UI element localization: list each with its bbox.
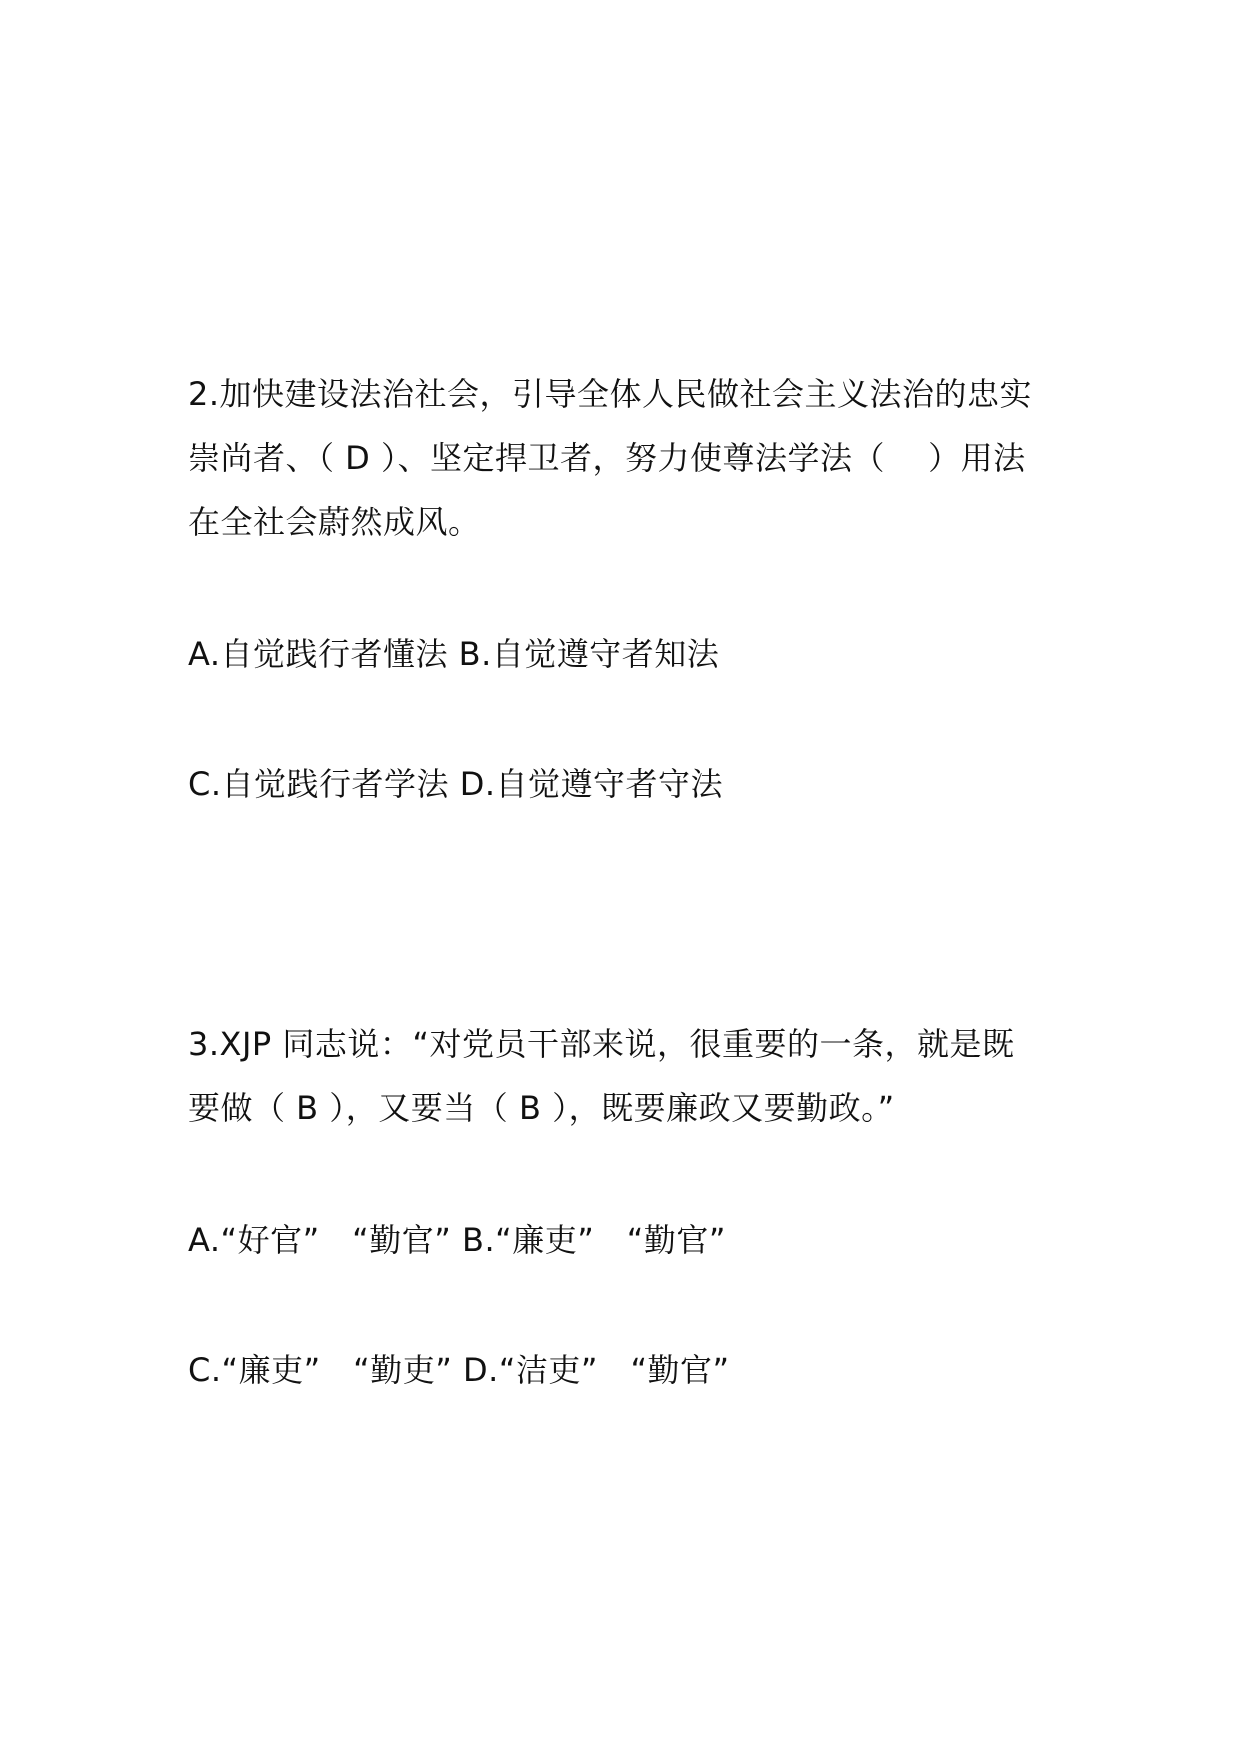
question-3-options-ab: A.“好官” “勤官” B.“廉吏” “勤官” bbox=[188, 1221, 726, 1259]
question-2-stem-line-2: 崇尚者、（ D ）、坚定捍卫者，努力使尊法学法（ ）用法 bbox=[188, 439, 1026, 477]
question-3-options-cd: C.“廉吏” “勤吏” D.“洁吏” “勤官” bbox=[188, 1351, 730, 1389]
question-2-options-cd: C.自觉践行者学法 D.自觉遵守者守法 bbox=[188, 765, 724, 803]
question-3-stem-line-1: 3.XJP 同志说：“对党员干部来说，很重要的一条，就是既 bbox=[188, 1025, 1015, 1063]
question-2-stem-line-3: 在全社会蔚然成风。 bbox=[188, 503, 481, 541]
question-2-options-ab: A.自觉践行者懂法 B.自觉遵守者知法 bbox=[188, 635, 720, 673]
question-2-stem-line-1: 2.加快建设法治社会，引导全体人民做社会主义法治的忠实 bbox=[188, 375, 1033, 413]
question-3-stem-line-2: 要做（ B ），又要当（ B ），既要廉政又要勤政。” bbox=[188, 1089, 895, 1127]
